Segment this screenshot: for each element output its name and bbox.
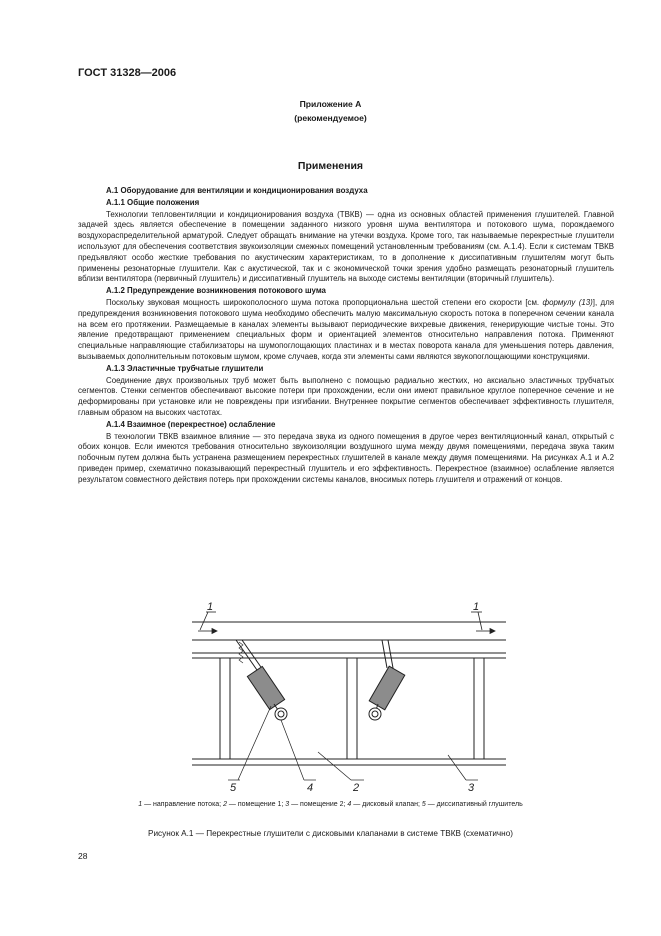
leader-1-left [200, 612, 208, 630]
label-2: 2 [353, 782, 360, 794]
flow-arrowhead-left [212, 629, 217, 634]
dissipative-silencer-left [247, 666, 284, 709]
section-a14-heading: А.1.4 Взаимное (перекрестное) ослабление [106, 419, 276, 429]
branch-pipe-right-a [382, 640, 387, 668]
legend-text-1: — направление потока; [142, 801, 224, 808]
label-5: 5 [230, 782, 237, 794]
legend-num-1: 1 [138, 801, 143, 808]
wall-right [474, 658, 484, 759]
legend-text-2: — помещение 1; [226, 801, 286, 808]
leader-4 [281, 720, 304, 780]
leader-5 [238, 706, 271, 780]
section-a12-paragraph [78, 298, 614, 363]
section-a12-heading: А.1.2 Предупреждение возникновения потокового шума [106, 286, 326, 296]
section-a13-heading: А.1.3 Эластичные трубчатые глушители [106, 363, 264, 373]
legend-text-4: — дисковый клапан; [351, 801, 422, 808]
standard-header: ГОСТ 31328—2006 [78, 67, 177, 79]
disc-valve-right-inner [372, 711, 378, 717]
branch-pipe-left-b [242, 640, 263, 670]
legend-text-3: — помещение 2; [289, 801, 348, 808]
legend-num-5: 5 [421, 801, 426, 808]
legend-num-2: 2 [223, 801, 227, 808]
label-1-right: 1 [473, 601, 480, 613]
a12-text-part2: ], для предупреждения возникновения потокового шума необходимо обеспечить малую максимальную скорость потока в поперечном сечении канала на всем его протяжении. Размещаемые в каналах элементы вызывают периодические вихревые движения, генерирующие чистые тоны. Это явление предотвращают применением специальных форм и ориентацией элементов относительно направления потока. Применяют специальные направляющие стабилизаторы на шумопоглощающих пластинах и в местах поворота канала для уменьшения потерь давления, вызываемых дополнительным потоковым шумом, кроме случаев, когда эти элементы сами являются звукопоглощающими конструкциями. [78, 297, 614, 361]
section-a13-paragraph: Соединение двух произвольных труб может быть выполнено с помощью радиально жестких, но аксиально эластичных трубчатых сегментов. Стенки сегментов обеспечивают высокие потери при прохождении, если они имеют правильное круглое поперечное сечение и не деформированы при установке или не повреждены при изгибании. Внутреннее покрытие сегментов обеспечивает эффективность глушителя, главным образом на высоких частотах. [78, 375, 614, 417]
figure-legend [0, 801, 661, 808]
figure-caption: Рисунок А.1 — Перекрестные глушители с дисковыми клапанами в системе ТВКВ (схематично) [148, 829, 513, 838]
wall-middle [347, 658, 357, 759]
leader-2 [318, 752, 351, 780]
wall-left [220, 658, 230, 759]
label-3: 3 [468, 782, 475, 794]
body-text [78, 185, 614, 486]
formula-reference: формулу (13) [542, 297, 593, 307]
leader-1-right [478, 612, 482, 630]
branch-pipe-left-a [236, 640, 257, 670]
annex-heading [0, 97, 661, 125]
branch-pipe-right-b [388, 640, 393, 668]
disc-valve-left-inner [278, 711, 284, 717]
page-number: 28 [78, 851, 88, 861]
dissipative-silencer-right [369, 666, 405, 710]
figure-a1-diagram [186, 600, 512, 794]
a12-text-part1: Поскольку звуковая мощность широкополосного шума потока пропорциональна шестой степени его скорости [см. [106, 297, 543, 307]
section-a1-heading: А.1 Оборудование для вентиляции и кондиционирования воздуха [106, 186, 368, 195]
annex-label: Приложение А [299, 99, 362, 109]
legend-num-3: 3 [285, 801, 290, 808]
section-a11-paragraph: Технологии тепловентиляции и кондиционирования воздуха (ТВКВ) — одна из основных областей применения глушителей. Главной задачей здесь является обеспечение в помещении заданного низкого уровня шума вентилятора и потокового шума, порождаемого воздухораспределительной арматурой. Следует обращать внимание на утечки воздуха. Кроме того, так называемые перекрестные глушители используют для обеспечения соответствия звукоизоляции смежных помещений установленным требованиям (см. А.1.4). Если к системам ТВКВ предъявляют особо жесткие требования по акустическим характеристикам, то в дополнение к диссипативным глушителям могут быть применены резонаторные глушители. Как с акустической, так и с экономической точки зрения удобно размещать резонаторный глушитель вблизи вентилятора (первичный глушитель) и диссипативный глушитель на выходе системы вентиляции (вторичный глушитель). [78, 209, 614, 284]
annex-title: Применения [297, 160, 364, 172]
label-4: 4 [307, 782, 314, 794]
legend-text-5: — диссипативный глушитель [425, 801, 523, 808]
annex-status: (рекомендуемое) [294, 113, 367, 123]
legend-num-4: 4 [347, 801, 352, 808]
section-a14-paragraph: В технологии ТВКВ взаимное влияние — это передача звука из одного помещения в другое через вентиляционный канал, открытый с обоих концов. Если имеются требования относительно звукоизоляции воздушного шума между двумя помещениями, передача звука таким побочным путем должна быть устранена размещением перекрестных глушителей в канале между двумя помещениями. На рисунках А.1 и А.2 приведен пример, схематично показывающий перекрестный глушитель и его эффективность. Перекрестное (взаимное) ослабление является результатом совместного действия потерь при прохождении системы каналов, вносимых потерь глушителя и отражений от концов. [78, 431, 614, 484]
label-1-left: 1 [207, 601, 214, 613]
section-a11-heading: А.1.1 Общие положения [106, 197, 200, 207]
flow-arrowhead-right [490, 629, 495, 634]
